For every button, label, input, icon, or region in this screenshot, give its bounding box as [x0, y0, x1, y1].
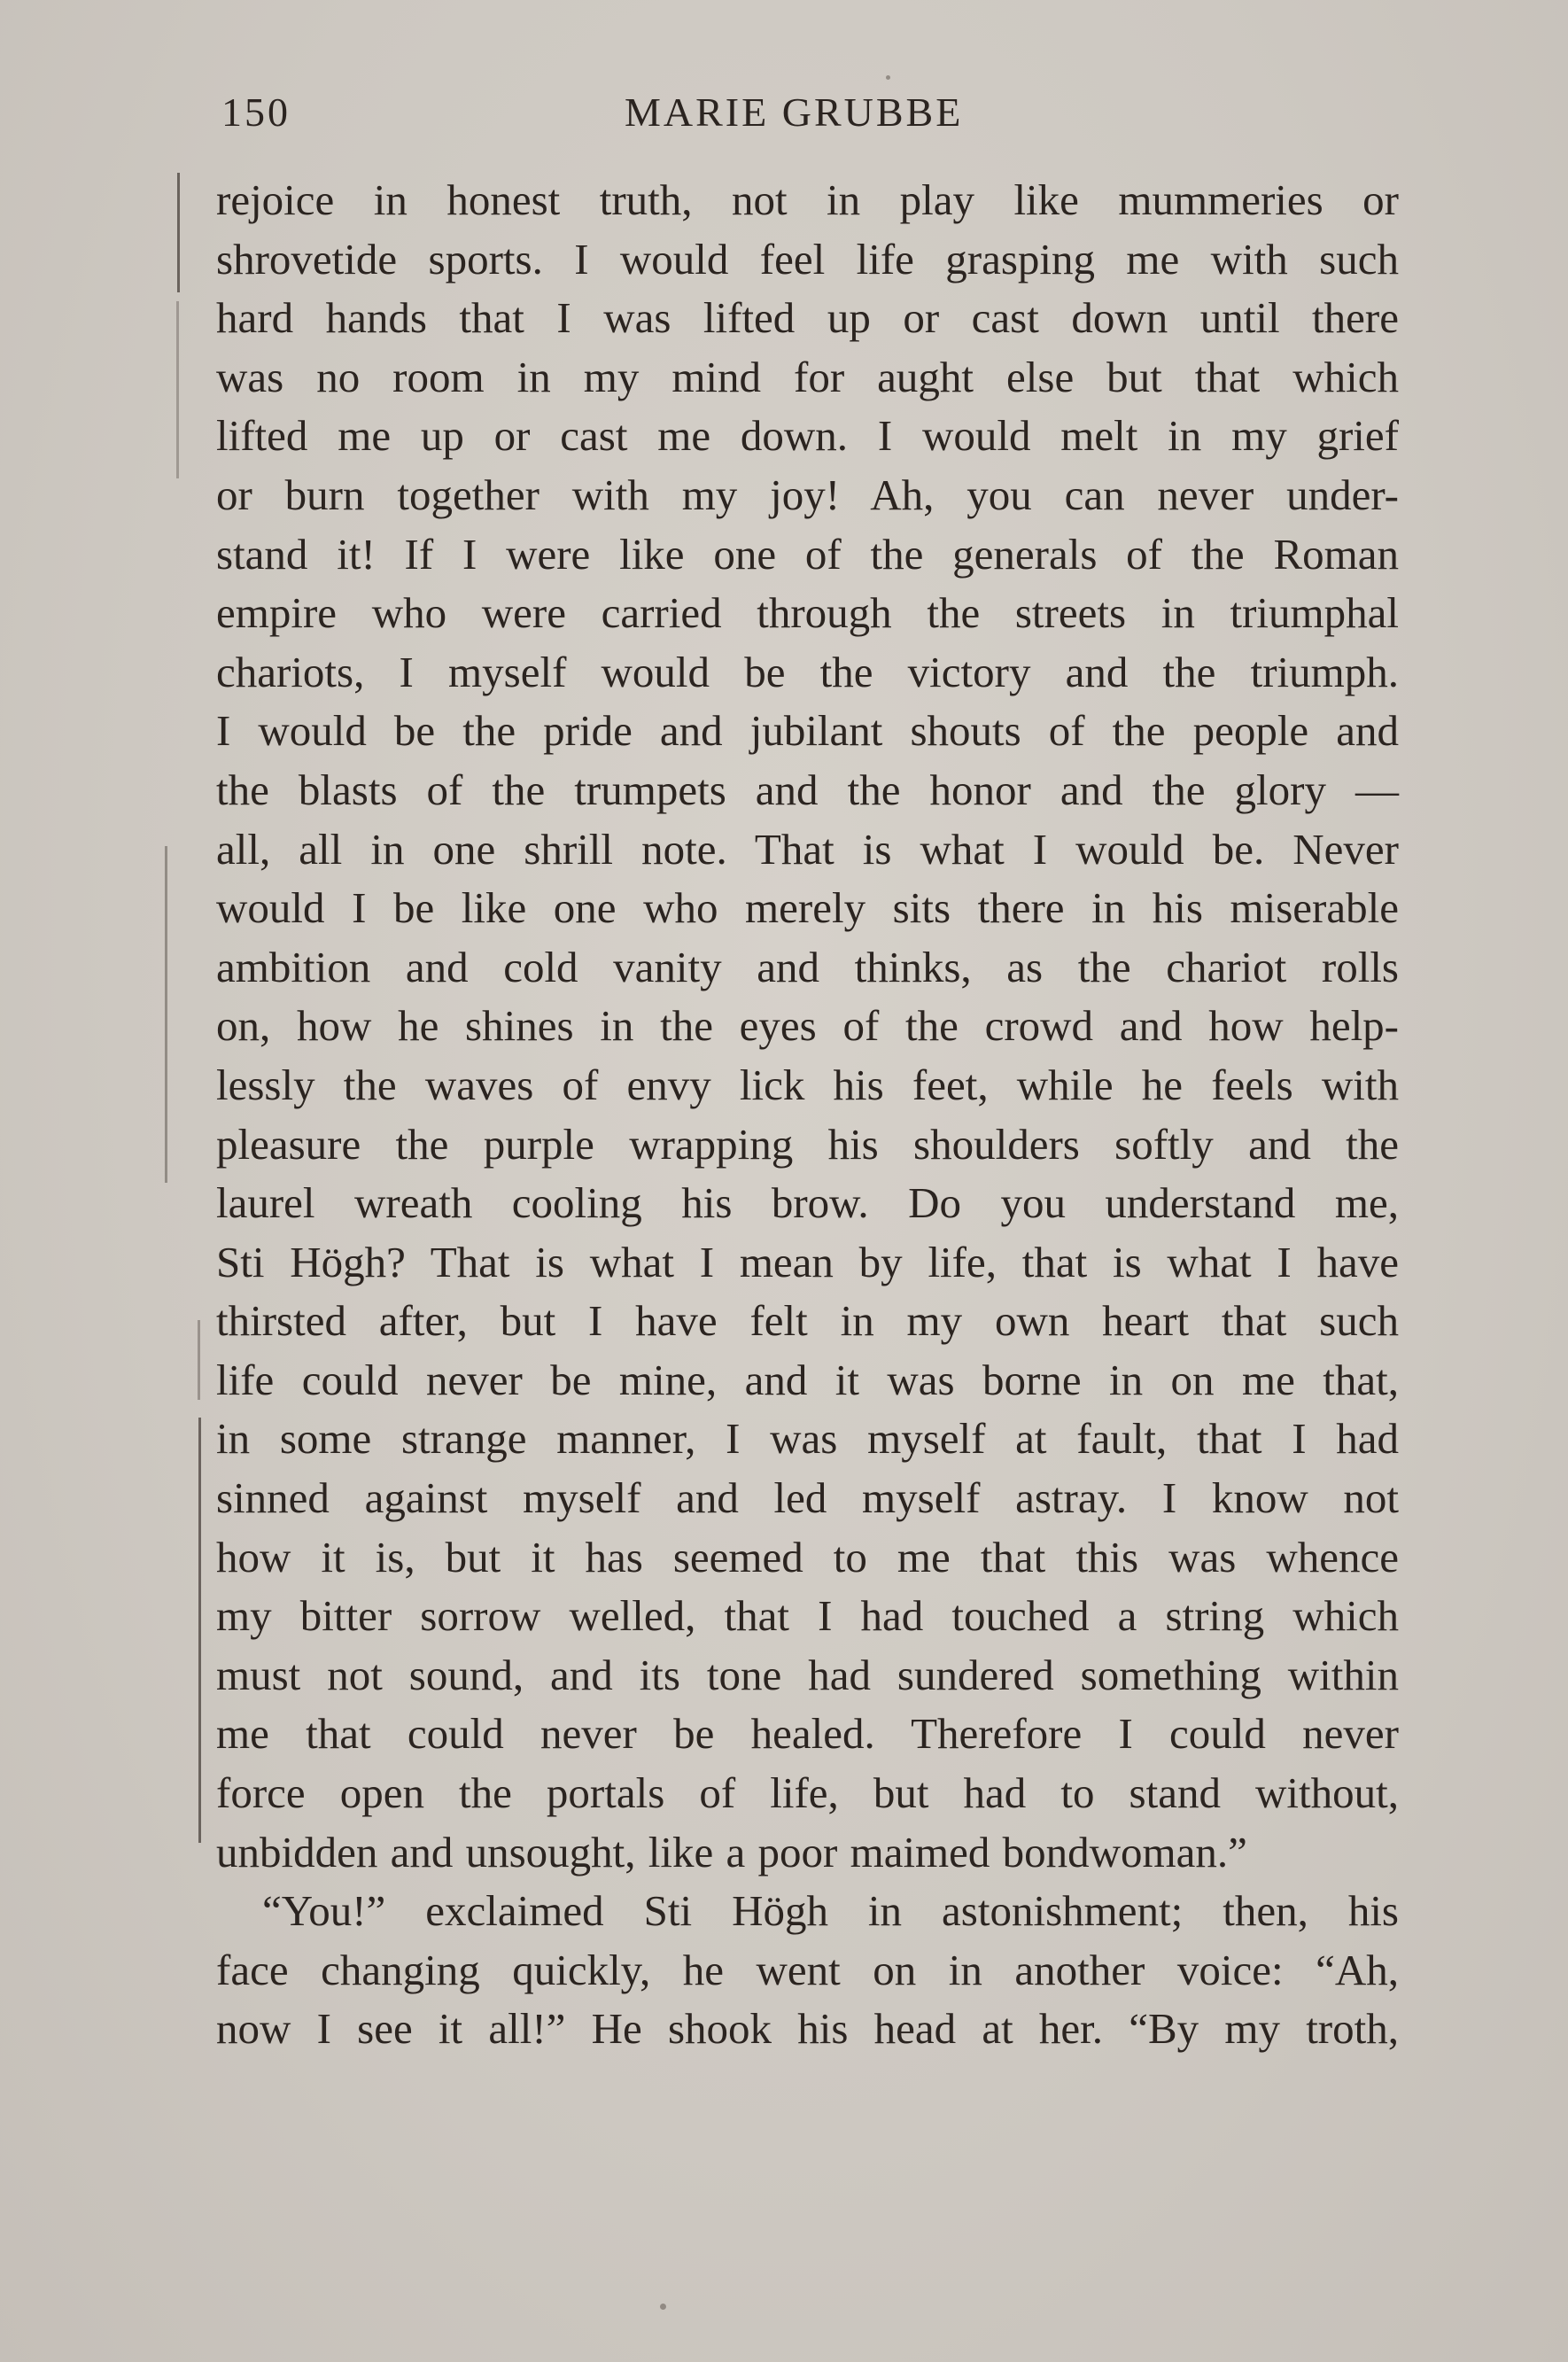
paper-speck	[660, 2304, 666, 2310]
text-line: was no room in my mind for aught else but that which	[216, 352, 1399, 401]
text-line: stand it! If I were like one of the generals of the Roman	[216, 529, 1399, 579]
text-line: or burn together with my joy! Ah, you can never under-	[216, 470, 1399, 519]
text-line: on, how he shines in the eyes of the crowd and how help-	[216, 1001, 1399, 1051]
text-line: hard hands that I was lifted up or cast down until there	[216, 293, 1399, 343]
text-line: face changing quickly, he went on in another voice: “Ah,	[216, 1945, 1399, 1994]
text-line: force open the portals of life, but had to stand without,	[216, 1768, 1399, 1818]
text-line: my bitter sorrow welled, that I had touched a string which	[216, 1591, 1399, 1641]
text-line: lifted me up or cast me down. I would melt in my grief	[216, 411, 1399, 461]
text-line: in some strange manner, I was myself at fault, that I had	[216, 1414, 1399, 1464]
text-line: all, all in one shrill note. That is what I would be. Never	[216, 824, 1399, 874]
text-line: sinned against myself and led myself astray. I know not	[216, 1473, 1399, 1523]
text-line: empire who were carried through the streets in triumphal	[216, 588, 1399, 638]
text-line: would I be like one who merely sits there in his miserable	[216, 883, 1399, 933]
margin-pencil-mark	[198, 1418, 201, 1843]
text-line: “You!” exclaimed Sti Högh in astonishment; then, his	[262, 1886, 1399, 1936]
text-line: thirsted after, but I have felt in my own heart that such	[216, 1296, 1399, 1346]
page-number: 150	[221, 89, 291, 135]
text-line: the blasts of the trumpets and the honor and the glory —	[216, 765, 1399, 814]
text-line: pleasure the purple wrapping his shoulders softly and the	[216, 1119, 1399, 1169]
text-line: must not sound, and its tone had sundered something within	[216, 1650, 1399, 1699]
paper-speck	[886, 75, 890, 80]
text-line: shrovetide sports. I would feel life grasping me with such	[216, 234, 1399, 284]
text-line: Sti Högh? That is what I mean by life, that is what I have	[216, 1237, 1399, 1286]
page-header	[221, 89, 1400, 151]
body-text	[216, 171, 1399, 2059]
text-line: I would be the pride and jubilant shouts of the people and	[216, 706, 1399, 756]
text-line: life could never be mine, and it was borne in on me that,	[216, 1355, 1399, 1404]
margin-pencil-mark	[198, 1320, 200, 1400]
margin-pencil-mark	[177, 173, 180, 292]
text-line: laurel wreath cooling his brow. Do you understand me,	[216, 1178, 1399, 1228]
margin-pencil-mark	[176, 301, 179, 478]
text-line: now I see it all!” He shook his head at her. “By my troth,	[216, 2004, 1399, 2054]
text-line: rejoice in honest truth, not in play like mummeries or	[216, 175, 1399, 224]
text-line: chariots, I myself would be the victory and the triumph.	[216, 647, 1399, 696]
text-line: me that could never be healed. Therefore I could never	[216, 1709, 1399, 1759]
text-line: how it is, but it has seemed to me that this was whence	[216, 1532, 1399, 1581]
text-line: ambition and cold vanity and thinks, as the chariot rolls	[216, 942, 1399, 991]
margin-pencil-mark	[165, 846, 167, 1183]
running-head: MARIE GRUBBE	[625, 89, 964, 135]
text-line: unbidden and unsought, like a poor maimed bondwoman.”	[216, 1827, 1247, 1876]
text-line: lessly the waves of envy lick his feet, while he feels with	[216, 1060, 1399, 1109]
